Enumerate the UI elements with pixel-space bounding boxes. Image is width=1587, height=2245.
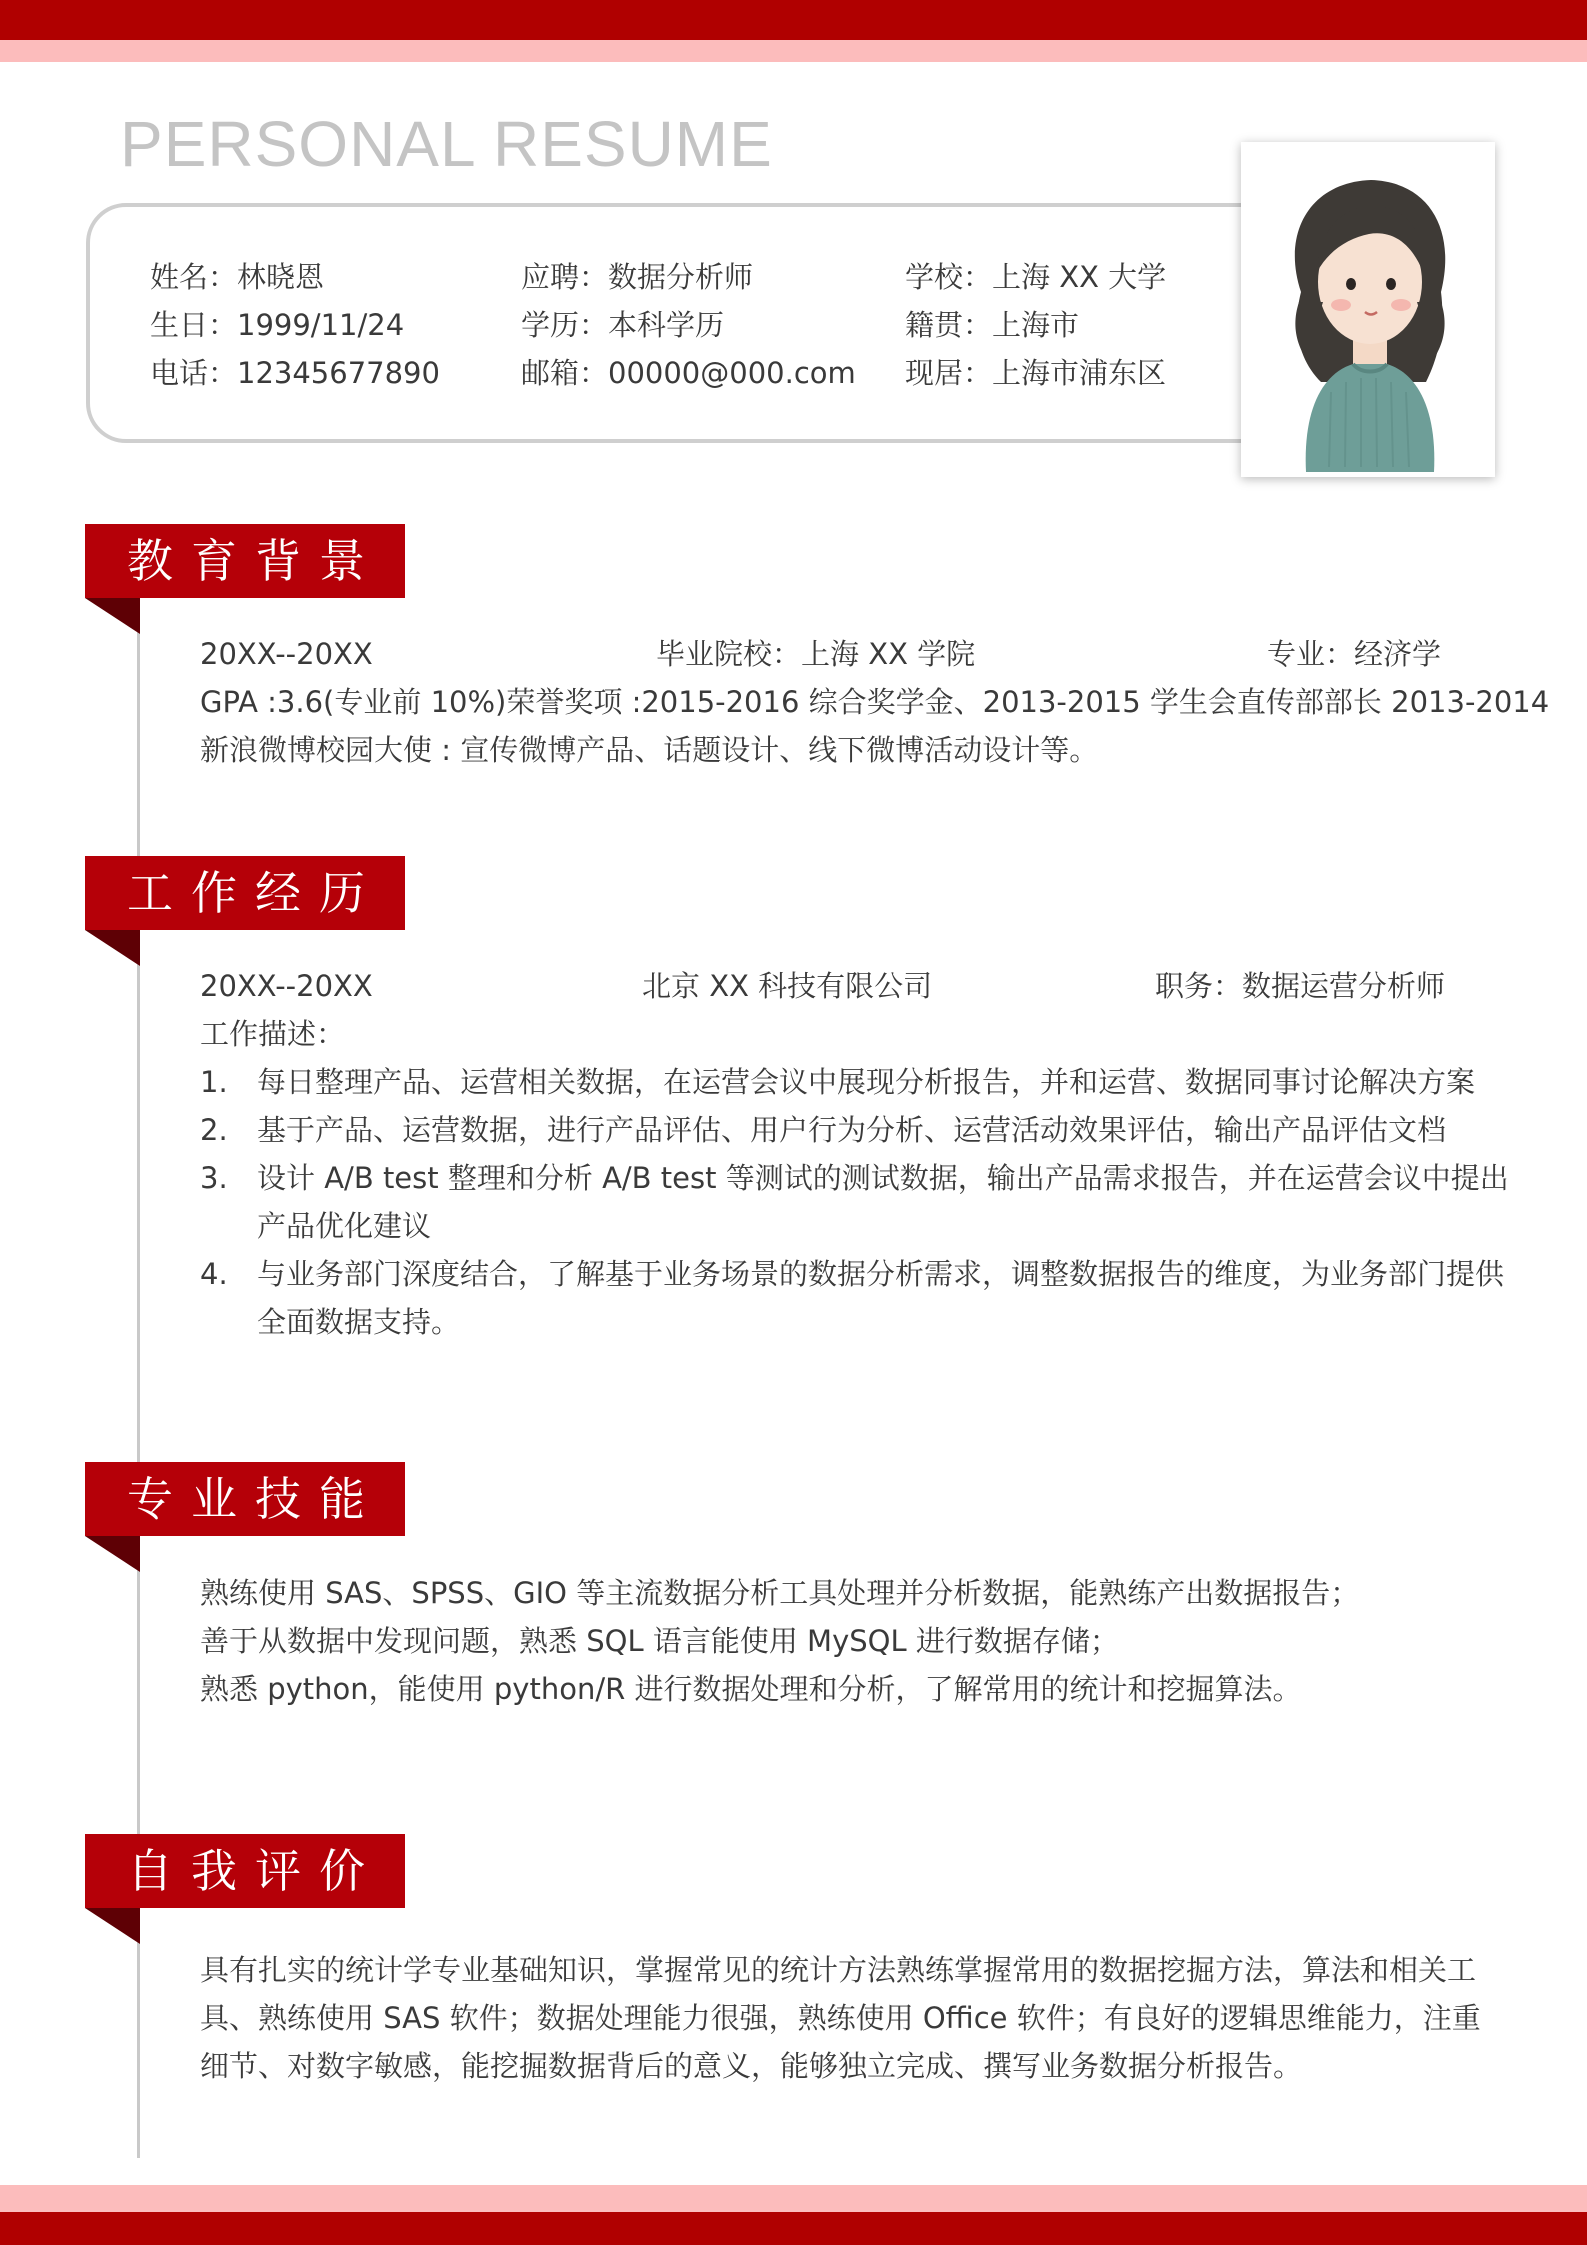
info-school: 学校：上海 XX 大学 <box>905 260 1167 294</box>
self-evaluation-line: 细节、对数字敏感，能挖掘数据背后的意义，能够独立完成、撰写业务数据分析报告。 <box>200 2049 1303 2083</box>
work-item-line: 基于产品、运营数据，进行产品评估、用户行为分析、运营活动效果评估，输出产品评估文档 <box>257 1113 1447 1147</box>
work-item-number: 2. <box>200 1113 228 1147</box>
info-name: 姓名：林晓恩 <box>150 260 325 294</box>
section-header-self-evaluation: 自我评价 <box>85 1834 405 1908</box>
info-phone: 电话：12345677890 <box>150 356 440 390</box>
work-item-line: 产品优化建议 <box>257 1209 432 1243</box>
work-company: 北京 XX 科技有限公司 <box>642 969 933 1003</box>
work-period: 20XX--20XX <box>200 969 373 1003</box>
info-position: 应聘：数据分析师 <box>521 260 754 294</box>
bottom-band-dark <box>0 2212 1587 2245</box>
self-evaluation-line: 具、熟练使用 SAS 软件；数据处理能力很强，熟练使用 Office 软件；有良好的逻辑思维能力，注重 <box>200 2001 1481 2035</box>
education-detail-line: 新浪微博校园大使 : 宣传微博产品、话题设计、线下微博活动设计等。 <box>200 733 1099 767</box>
top-band-dark <box>0 0 1587 40</box>
info-hometown: 籍贯：上海市 <box>905 308 1080 342</box>
self-evaluation-line: 具有扎实的统计学专业基础知识，掌握常见的统计方法熟练掌握常用的数据挖掘方法，算法和相关工 <box>200 1953 1477 1987</box>
info-email: 邮箱：00000@000.com <box>521 356 856 390</box>
section-fold-skills <box>85 1536 140 1572</box>
bottom-band-light <box>0 2185 1587 2212</box>
section-header-skills: 专业技能 <box>85 1462 405 1536</box>
info-birthday: 生日：1999/11/24 <box>150 308 405 342</box>
section-fold-self-evaluation <box>85 1908 140 1944</box>
profile-photo <box>1241 142 1495 477</box>
work-description-label: 工作描述： <box>200 1017 346 1051</box>
skills-line: 熟练使用 SAS、SPSS、GIO 等主流数据分析工具处理并分析数据，能熟练产出数据报告； <box>200 1576 1360 1610</box>
resume-title: PERSONAL RESUME <box>120 108 773 180</box>
section-fold-education <box>85 598 140 634</box>
skills-line: 善于从数据中发现问题，熟悉 SQL 语言能使用 MySQL 进行数据存储； <box>200 1624 1119 1658</box>
work-item-number: 1. <box>200 1065 228 1099</box>
info-residence: 现居：上海市浦东区 <box>905 356 1167 390</box>
info-degree: 学历：本科学历 <box>521 308 725 342</box>
skills-line: 熟悉 python，能使用 python/R 进行数据处理和分析，了解常用的统计和挖掘算法。 <box>200 1672 1302 1706</box>
work-item-line: 与业务部门深度结合，了解基于业务场景的数据分析需求，调整数据报告的维度，为业务部门提供 <box>257 1257 1505 1291</box>
work-item-line: 全面数据支持。 <box>257 1305 461 1339</box>
education-detail-line: GPA :3.6(专业前 10%)荣誉奖项 :2015-2016 综合奖学金、2013-2015 学生会直传部部长 2013-2014 <box>200 685 1550 719</box>
top-band-light <box>0 40 1587 62</box>
section-header-work: 工作经历 <box>85 856 405 930</box>
section-header-education: 教育背景 <box>85 524 405 598</box>
work-item-number: 3. <box>200 1161 228 1195</box>
education-major: 专业：经济学 <box>1267 637 1442 671</box>
work-item-number: 4. <box>200 1257 228 1291</box>
avatar-illustration-icon <box>1241 142 1495 477</box>
section-fold-work <box>85 930 140 966</box>
work-item-line: 设计 A/B test 整理和分析 A/B test 等测试的测试数据，输出产品需求报告，并在运营会议中提出 <box>257 1161 1509 1195</box>
education-period: 20XX--20XX <box>200 637 373 671</box>
work-role: 职务：数据运营分析师 <box>1155 969 1446 1003</box>
work-item-line: 每日整理产品、运营相关数据，在运营会议中展现分析报告，并和运营、数据同事讨论解决方案 <box>257 1065 1476 1099</box>
education-school: 毕业院校：上海 XX 学院 <box>656 637 976 671</box>
